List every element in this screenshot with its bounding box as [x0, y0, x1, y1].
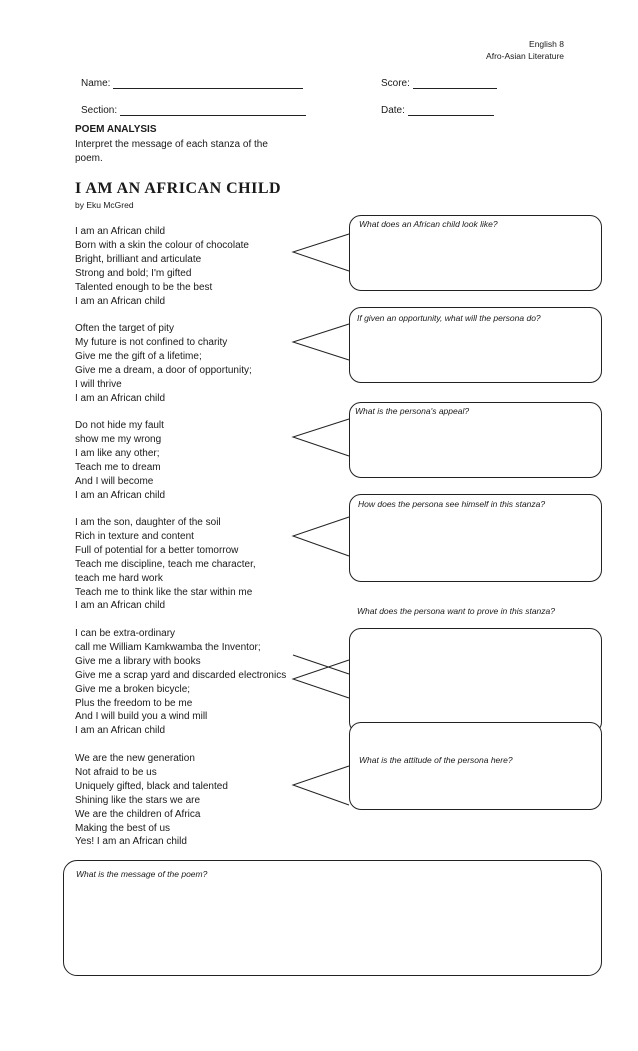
stanza-1 — [75, 225, 249, 308]
answer-box-6[interactable] — [349, 722, 602, 810]
poem-line: Often the target of pity — [75, 323, 174, 334]
poem-line: I am an African child — [75, 392, 166, 404]
question-2: If given an opportunity, what will the persona do? — [357, 313, 541, 323]
poem-line: I am an African child — [75, 600, 166, 612]
instructions-text — [75, 138, 268, 166]
stanza-5 — [75, 627, 286, 738]
poem-line: Teach me discipline, teach me character, — [75, 558, 256, 570]
question-7: What is the message of the poem? — [76, 869, 208, 879]
callout-pointer-5a — [293, 655, 349, 674]
poem-line: Give me a broken bicycle; — [75, 683, 191, 695]
date-label: Date: — [381, 105, 405, 116]
poem-line: Not afraid to be us — [75, 766, 157, 778]
course-title: English 8 — [529, 39, 564, 49]
score-field[interactable] — [381, 78, 497, 89]
poem-line: I am an African child — [75, 725, 166, 737]
poem-line: I will thrive — [75, 378, 122, 390]
name-label: Name: — [81, 78, 111, 89]
poem-line: Give me a scrap yard and discarded electronics — [75, 669, 287, 681]
name-field[interactable] — [81, 78, 303, 89]
poem-line: And I will become — [75, 475, 154, 487]
analysis-heading: POEM ANALYSIS — [75, 124, 157, 135]
poem-line: I can be extra-ordinary — [75, 628, 176, 639]
callout-pointer-5b — [293, 660, 349, 698]
poem-line: Yes! I am an African child — [75, 836, 187, 848]
poem-line: Give me a library with books — [75, 655, 201, 667]
poem-line: teach me hard work — [75, 572, 163, 584]
answer-box-5[interactable] — [349, 628, 602, 734]
callout-pointer-3 — [293, 419, 349, 456]
poem-line: Plus the freedom to be me — [75, 697, 193, 709]
course-subtitle: Afro-Asian Literature — [486, 51, 564, 61]
instructions-line-2: poem. — [75, 153, 103, 164]
poem-line: And I will build you a wind mill — [75, 711, 208, 723]
stanza-6 — [75, 752, 228, 849]
poem-line: Strong and bold; I'm gifted — [75, 267, 192, 279]
poem-line: show me my wrong — [75, 433, 162, 445]
question-5: What does the persona want to prove in this stanza? — [357, 606, 555, 616]
poem-line: Making the best of us — [75, 822, 171, 834]
callout-pointer-2 — [293, 324, 349, 360]
poem-title: I AM AN AFRICAN CHILD — [75, 180, 282, 197]
poem-line: Teach me to think like the star within me — [75, 586, 253, 598]
score-label: Score: — [381, 78, 410, 89]
question-4: How does the persona see himself in this stanza? — [358, 499, 546, 509]
poem-line: I am an African child — [75, 489, 166, 501]
poem-line: I am an African child — [75, 295, 166, 307]
stanza-4 — [75, 516, 256, 613]
poem-author: by Eku McGred — [75, 200, 134, 210]
poem-line: Rich in texture and content — [75, 530, 194, 542]
poem-line: Full of potential for a better tomorrow — [75, 544, 239, 556]
poem-line: I am like any other; — [75, 447, 160, 459]
section-label: Section: — [81, 105, 118, 116]
poem-line: Shining like the stars we are — [75, 794, 201, 806]
poem-line: Do not hide my fault — [75, 420, 164, 431]
poem-line: Bright, brilliant and articulate — [75, 253, 202, 265]
poem-line: We are the new generation — [75, 753, 195, 764]
poem-line: I am the son, daughter of the soil — [75, 517, 221, 528]
poem-line: My future is not confined to charity — [75, 336, 228, 348]
poem-line: Talented enough to be the best — [75, 281, 213, 293]
question-1: What does an African child look like? — [359, 219, 498, 229]
instructions-line-1: Interpret the message of each stanza of the — [75, 139, 268, 150]
poem-line: Teach me to dream — [75, 461, 161, 473]
stanza-3 — [75, 419, 165, 502]
course-header — [486, 38, 564, 62]
question-3: What is the persona's appeal? — [355, 406, 470, 416]
poem-line: I am an African child — [75, 226, 166, 237]
section-field[interactable] — [81, 105, 306, 116]
poem-line: Give me the gift of a lifetime; — [75, 350, 202, 362]
poem-line: Born with a skin the colour of chocolate — [75, 239, 249, 251]
poem-line: We are the children of Africa — [75, 808, 201, 820]
poem-line: Give me a dream, a door of opportunity; — [75, 364, 252, 376]
callout-pointer-6 — [293, 766, 349, 805]
date-field[interactable] — [381, 105, 494, 116]
callout-pointer-4 — [293, 517, 349, 556]
stanza-2 — [75, 322, 252, 405]
poem-line: call me William Kamkwamba the Inventor; — [75, 641, 261, 653]
poem-line: Uniquely gifted, black and talented — [75, 780, 228, 792]
question-6: What is the attitude of the persona here? — [359, 755, 513, 765]
callout-pointer-1 — [293, 234, 349, 271]
